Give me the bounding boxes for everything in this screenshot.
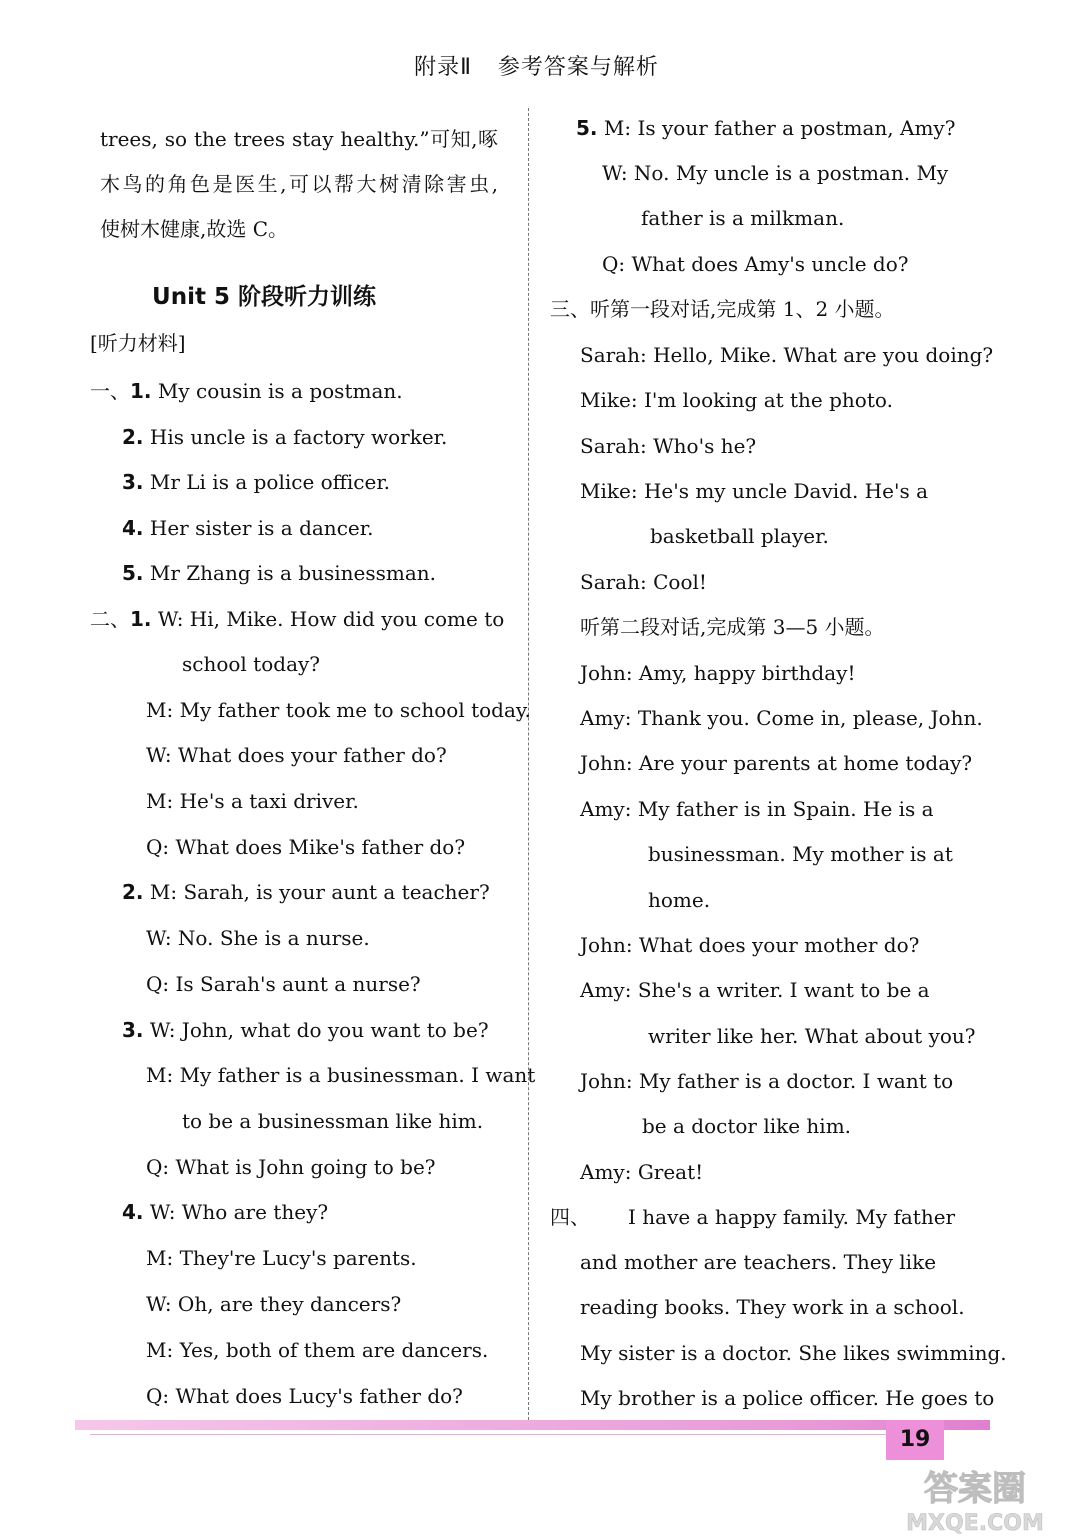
line-text: Cool! — [653, 570, 707, 594]
part2-line-1 — [90, 604, 504, 634]
speaker: M: — [146, 1246, 174, 1270]
part2-line-3 — [146, 695, 531, 725]
line-text: Thank you. Come in, please, John. — [637, 706, 983, 730]
speaker: Sarah: — [580, 570, 647, 594]
speaker: W: — [602, 161, 628, 185]
part2-line-15 — [146, 1243, 417, 1273]
speaker: Q: — [602, 252, 626, 276]
part4-line-4: My sister is a doctor. She likes swimming. — [580, 1341, 1007, 1365]
part-prefix: 二、 — [90, 607, 130, 631]
speaker: W: — [146, 743, 172, 767]
dialog1-line-1 — [580, 340, 993, 370]
speaker: John: — [580, 1069, 633, 1093]
line-text: My father took me to school today. — [179, 698, 531, 722]
item-number: 3. — [122, 1018, 144, 1042]
line-text: She's a writer. I want to be a — [637, 978, 930, 1002]
footer-band — [75, 1420, 990, 1430]
part2-line-13 — [146, 1152, 436, 1182]
speaker: W: — [157, 607, 184, 631]
page-number: 19 — [886, 1420, 944, 1460]
speaker: W: — [146, 1292, 172, 1316]
line-text: John, what do you want to be? — [181, 1018, 489, 1042]
watermark-text-bottom: MXQE.COM — [906, 1511, 1044, 1536]
speaker: John: — [580, 933, 633, 957]
watermark-text-top: 答案圈 — [924, 1469, 1026, 1509]
dialog2-line-3 — [580, 748, 972, 778]
part2-line-17 — [146, 1335, 488, 1365]
intro-line-1: trees, so the trees stay healthy.”可知,啄 — [100, 127, 498, 151]
item-text: Her sister is a dancer. — [149, 516, 374, 540]
page-header — [0, 50, 1073, 81]
line-text: My father is in Spain. He is a — [637, 797, 934, 821]
speaker: John: — [580, 661, 633, 685]
speaker: Mike: — [580, 388, 638, 412]
speaker: Sarah: — [580, 434, 647, 458]
dialog2-line-11: be a doctor like him. — [642, 1114, 852, 1138]
part2-line-4 — [146, 740, 447, 770]
part2-line-14 — [122, 1197, 328, 1227]
footer-rule — [90, 1434, 890, 1435]
dialog1-line-2 — [580, 385, 893, 415]
speaker: M: — [146, 698, 174, 722]
dialog2-line-6: home. — [648, 888, 711, 912]
column-divider — [528, 108, 529, 1430]
line-text: They're Lucy's parents. — [179, 1246, 417, 1270]
speaker: Mike: — [580, 479, 638, 503]
line-text: My father is a businessman. I want — [179, 1063, 536, 1087]
line-text: Yes, both of them are dancers. — [179, 1338, 489, 1362]
dialog2-line-7 — [580, 930, 919, 960]
item-number: 2. — [122, 425, 144, 449]
speaker: Amy: — [580, 978, 632, 1002]
speaker: Q: — [146, 835, 170, 859]
dialog1-line-3 — [580, 431, 756, 461]
line-text: No. She is a nurse. — [177, 926, 370, 950]
dialog1-line-4 — [580, 476, 928, 506]
line-text: Hello, Mike. What are you doing? — [653, 343, 994, 367]
material-label: [听力材料] — [90, 331, 186, 355]
part2-line-16 — [146, 1289, 401, 1319]
dialog1-line-6 — [580, 567, 707, 597]
speaker: W: — [149, 1018, 176, 1042]
line-text: My father is a doctor. I want to — [638, 1069, 954, 1093]
part2-line-7 — [122, 877, 490, 907]
item-number: 3. — [122, 470, 144, 494]
speaker: Q: — [146, 1155, 170, 1179]
part2-line-6 — [146, 832, 465, 862]
dialog2-line-2 — [580, 703, 983, 733]
part1-item-1 — [90, 376, 403, 406]
part-prefix: 一、 — [90, 379, 130, 403]
line-text: No. My uncle is a postman. My — [633, 161, 949, 185]
part2-line-5 — [146, 786, 359, 816]
speaker: M: — [146, 1063, 174, 1087]
dialog2-line-5: businessman. My mother is at — [648, 842, 953, 866]
line-text: What does Lucy's father do? — [175, 1384, 463, 1408]
line-text: What does your father do? — [177, 743, 447, 767]
item-number: 5. — [122, 561, 144, 585]
dialog2-line-1 — [580, 658, 856, 688]
header-title: 参考答案与解析 — [497, 55, 659, 80]
line-text: Hi, Mike. How did you come to — [189, 607, 505, 631]
part4-line-2: and mother are teachers. They like — [580, 1250, 937, 1274]
appendix-label: 附录Ⅱ — [414, 55, 472, 80]
part2-line-18 — [146, 1381, 463, 1411]
part1-item-5 — [122, 558, 436, 588]
speaker: M: — [603, 116, 632, 140]
line-text: Who's he? — [653, 434, 757, 458]
q5-line-3: father is a milkman. — [641, 206, 845, 230]
line-text: Is your father a postman, Amy? — [637, 116, 956, 140]
speaker: Q: — [146, 1384, 170, 1408]
line-text: What does your mother do? — [638, 933, 920, 957]
speaker: Amy: — [580, 706, 632, 730]
part1-item-2 — [122, 422, 447, 452]
part2-line-12: to be a businessman like him. — [182, 1109, 484, 1133]
dialog2-line-4 — [580, 794, 934, 824]
dialog2-line-10 — [580, 1066, 953, 1096]
item-text: His uncle is a factory worker. — [149, 425, 448, 449]
item-number: 4. — [122, 516, 144, 540]
line-text: What does Mike's father do? — [175, 835, 466, 859]
line-text: Great! — [637, 1160, 704, 1184]
item-number: 5. — [576, 116, 598, 140]
speaker: John: — [580, 751, 633, 775]
part4-prefix: 四、 — [550, 1205, 590, 1229]
watermark-logo — [880, 1460, 1070, 1536]
item-text: My cousin is a postman. — [157, 379, 403, 403]
line-text: Who are they? — [181, 1200, 329, 1224]
dialog2-intro: 听第二段对话,完成第 3—5 小题。 — [580, 615, 885, 639]
dialog2-line-9: writer like her. What about you? — [648, 1024, 976, 1048]
speaker: Amy: — [580, 797, 632, 821]
q5-line-1 — [576, 113, 955, 143]
dialog2-line-12 — [580, 1157, 703, 1187]
part4-line-5: My brother is a police officer. He goes to — [580, 1386, 995, 1410]
line-text: Amy, happy birthday! — [638, 661, 856, 685]
speaker: M: — [146, 789, 174, 813]
speaker: Amy: — [580, 1160, 632, 1184]
line-text: He's a taxi driver. — [179, 789, 359, 813]
speaker: M: — [146, 1338, 174, 1362]
part1-item-4 — [122, 513, 373, 543]
intro-line-3: 使树木健康,故选 C。 — [100, 217, 289, 241]
part2-line-11 — [146, 1060, 535, 1090]
part4-line-3: reading books. They work in a school. — [580, 1295, 965, 1319]
dialog2-line-8 — [580, 975, 930, 1005]
item-text: Mr Li is a police officer. — [149, 470, 391, 494]
line-text: Oh, are they dancers? — [177, 1292, 402, 1316]
part2-line-2: school today? — [182, 652, 321, 676]
dialog1-line-5: basketball player. — [650, 524, 829, 548]
speaker: Sarah: — [580, 343, 647, 367]
line-text: What does Amy's uncle do? — [631, 252, 909, 276]
speaker: Q: — [146, 972, 170, 996]
part2-line-8 — [146, 923, 370, 953]
q5-line-4 — [602, 249, 909, 279]
line-text: Is Sarah's aunt a nurse? — [175, 972, 421, 996]
line-text: He's my uncle David. He's a — [643, 479, 928, 503]
speaker: M: — [149, 880, 178, 904]
part2-line-10 — [122, 1015, 489, 1045]
part3-intro: 三、听第一段对话,完成第 1、2 小题。 — [550, 297, 895, 321]
speaker: W: — [149, 1200, 176, 1224]
item-text: Mr Zhang is a businessman. — [149, 561, 437, 585]
item-number: 1. — [130, 379, 152, 403]
intro-line-2: 木鸟的角色是医生,可以帮大树清除害虫, — [100, 172, 498, 196]
speaker: W: — [146, 926, 172, 950]
item-number: 2. — [122, 880, 144, 904]
part1-item-3 — [122, 467, 390, 497]
section-title: Unit 5 阶段听力训练 — [152, 284, 376, 310]
part4-line-1: I have a happy family. My father — [628, 1205, 956, 1229]
item-number: 1. — [130, 607, 152, 631]
line-text: I'm looking at the photo. — [643, 388, 893, 412]
line-text: Sarah, is your aunt a teacher? — [183, 880, 490, 904]
item-number: 4. — [122, 1200, 144, 1224]
line-text: What is John going to be? — [175, 1155, 436, 1179]
q5-line-2 — [602, 158, 948, 188]
part2-line-9 — [146, 969, 421, 999]
line-text: Are your parents at home today? — [638, 751, 973, 775]
